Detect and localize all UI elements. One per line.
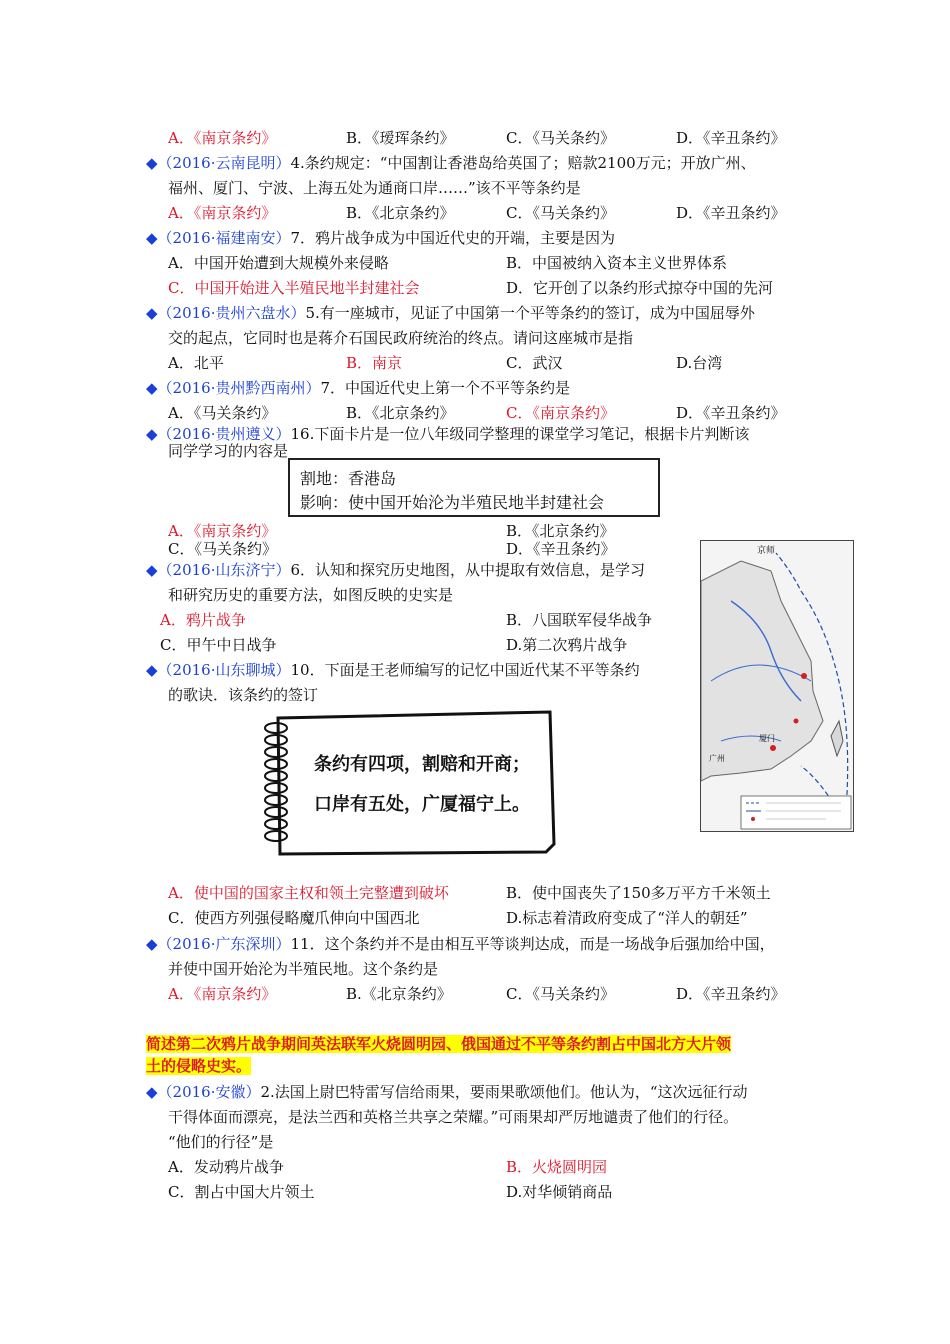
q6-line2: 和研究历史的重要方法，如图反映的史实是 bbox=[168, 586, 454, 604]
q3-option-c: C．武汉 bbox=[506, 354, 563, 372]
map-label-capital: 京师 bbox=[757, 546, 776, 556]
q9-source: （2016·安徽） bbox=[157, 1083, 261, 1101]
q7-stem bbox=[146, 660, 640, 680]
q8-option-a: A．《南京条约》 bbox=[168, 985, 277, 1003]
q7-option-b: B．使中国丧失了150多万平方千米领土 bbox=[506, 884, 771, 902]
bullet-icon: ◆ bbox=[146, 935, 158, 953]
notebook-line2: 口岸有五处，广厦福宁上。 bbox=[314, 794, 530, 815]
q9-line3: “他们的行径”是 bbox=[168, 1133, 274, 1151]
q1-source: （2016·云南昆明） bbox=[157, 154, 291, 172]
q7-option-c: C．使西方列强侵略魔爪伸向中国西北 bbox=[168, 909, 420, 927]
q0-option-d: D．《辛丑条约》 bbox=[676, 129, 786, 147]
q2-line1: 7．鸦片战争成为中国近代史的开端，主要是因为 bbox=[290, 229, 616, 247]
q3-stem bbox=[146, 303, 755, 323]
q2-stem bbox=[146, 228, 615, 248]
section-heading-line2 bbox=[146, 1055, 251, 1077]
q4-source: （2016·贵州黔西南州） bbox=[157, 379, 321, 397]
q8-line1: 11．这个条约并不是由相互平等谈判达成，而是一场战争后强加给中国， bbox=[290, 935, 775, 953]
q4-option-d: D．《辛丑条约》 bbox=[676, 404, 786, 422]
q9-line1: 2.法国上尉巴特雷写信给雨果，要雨果歌颂他们。他认为，“这次远征行动 bbox=[260, 1083, 748, 1101]
q9-option-c: C．割占中国大片领土 bbox=[168, 1183, 315, 1201]
bullet-icon: ◆ bbox=[146, 561, 158, 579]
map-label-xiamen: 厦门 bbox=[759, 734, 775, 743]
q7-option-d: D.标志着清政府变成了“洋人的朝廷” bbox=[506, 909, 748, 927]
q3-line2: 交的起点，它同时也是蒋介石国民政府统治的终点。请问这座城市是指 bbox=[168, 329, 634, 347]
card-line2: 影响：使中国开始沦为半殖民地半封建社会 bbox=[300, 493, 605, 512]
q7-line2: 的歌诀．该条约的签订 bbox=[168, 686, 319, 704]
bullet-icon: ◆ bbox=[146, 304, 158, 322]
map-label-guangzhou: 广州 bbox=[709, 754, 725, 763]
q0-option-a: A．《南京条约》 bbox=[168, 129, 277, 147]
q4-stem bbox=[146, 378, 570, 398]
q6-option-c: C．甲午中日战争 bbox=[160, 636, 277, 654]
bullet-icon: ◆ bbox=[146, 1083, 158, 1101]
q5-line1: 16.下面卡片是一位八年级同学整理的课堂学习笔记，根据卡片判断该 bbox=[290, 425, 750, 443]
notebook-line1: 条约有四项，割赔和开商； bbox=[314, 754, 530, 775]
q8-option-d: D．《辛丑条约》 bbox=[676, 985, 786, 1003]
q1-line1: 4.条约规定：“中国割让香港岛给英国了；赔款2100万元；开放广州、 bbox=[290, 154, 756, 172]
q2-option-d: D．它开创了以条约形式掠夺中国的先河 bbox=[506, 279, 774, 297]
q5-option-d: D．《辛丑条约》 bbox=[506, 540, 616, 558]
q1-line2: 福州、厦门、宁波、上海五处为通商口岸……”该不平等条约是 bbox=[168, 179, 581, 197]
q1-stem bbox=[146, 153, 756, 173]
q7-option-a: A．使中国的国家主权和领土完整遭到破坏 bbox=[168, 884, 449, 902]
q1-option-b: B．《北京条约》 bbox=[346, 204, 455, 222]
q3-option-a: A．北平 bbox=[168, 354, 224, 372]
q9-option-a: A．发动鸦片战争 bbox=[168, 1158, 284, 1176]
q3-line1: 5.有一座城市，见证了中国第一个平等条约的签订，成为中国屈辱外 bbox=[305, 304, 755, 322]
q6-option-b: B．八国联军侵华战争 bbox=[506, 611, 653, 629]
historical-map bbox=[700, 540, 854, 832]
q7-line1: 10．下面是王老师编写的记忆中国近代某不平等条约 bbox=[290, 661, 640, 679]
q8-line2: 并使中国开始沦为半殖民地。这个条约是 bbox=[168, 960, 439, 978]
bullet-icon: ◆ bbox=[146, 229, 158, 247]
q6-stem bbox=[146, 560, 645, 580]
q0-option-c: C．《马关条约》 bbox=[506, 129, 615, 147]
q8-option-b: B.《北京条约》 bbox=[346, 985, 452, 1003]
q9-stem bbox=[146, 1082, 747, 1102]
q4-option-c: C．《南京条约》 bbox=[506, 404, 615, 422]
note-card bbox=[288, 458, 660, 517]
heading-text1: 简述第二次鸦片战争期间英法联军火烧圆明园、俄国通过不平等条约割占中国北方大片领 bbox=[146, 1035, 732, 1053]
q5-source: （2016·贵州遵义） bbox=[157, 425, 291, 443]
q2-source: （2016·福建南安） bbox=[157, 229, 291, 247]
q4-option-a: A．《马关条约》 bbox=[168, 404, 277, 422]
q6-line1: 6．认知和探究历史地图，从中提取有效信息，是学习 bbox=[290, 561, 646, 579]
q9-option-d: D.对华倾销商品 bbox=[506, 1183, 613, 1201]
q3-option-b: B．南京 bbox=[346, 354, 403, 372]
q0-option-b: B．《瑷珲条约》 bbox=[346, 129, 455, 147]
map-graphic bbox=[701, 541, 853, 831]
q5-line2: 同学学习的内容是 bbox=[168, 442, 289, 460]
q2-option-b: B．中国被纳入资本主义世界体系 bbox=[506, 254, 728, 272]
q5-option-c: C．《马关条约》 bbox=[168, 540, 277, 558]
notebook-card bbox=[258, 706, 558, 858]
q9-option-b: B．火烧圆明园 bbox=[506, 1158, 608, 1176]
q4-option-b: B．《北京条约》 bbox=[346, 404, 455, 422]
q4-line1: 7．中国近代史上第一个不平等条约是 bbox=[320, 379, 571, 397]
q5-option-b: B．《北京条约》 bbox=[506, 522, 615, 540]
q2-option-a: A．中国开始遭到大规模外来侵略 bbox=[168, 254, 389, 272]
card-line1: 割地：香港岛 bbox=[300, 469, 397, 488]
q6-option-a: A．鸦片战争 bbox=[160, 611, 246, 629]
q8-stem bbox=[146, 934, 775, 954]
q1-option-d: D．《辛丑条约》 bbox=[676, 204, 786, 222]
q8-source: （2016·广东深圳） bbox=[157, 935, 291, 953]
notebook-graphic bbox=[258, 706, 558, 858]
bullet-icon: ◆ bbox=[146, 154, 158, 172]
q6-source: （2016·山东济宁） bbox=[157, 561, 291, 579]
q3-option-d: D.台湾 bbox=[676, 354, 723, 372]
section-heading-line1 bbox=[146, 1033, 731, 1055]
q9-line2: 干得体面而漂亮，是法兰西和英格兰共享之荣耀。”可雨果却严厉地谴责了他们的行径。 bbox=[168, 1108, 739, 1126]
q6-option-d: D.第二次鸦片战争 bbox=[506, 636, 628, 654]
q2-option-c: C．中国开始进入半殖民地半封建社会 bbox=[168, 279, 420, 297]
bullet-icon: ◆ bbox=[146, 661, 158, 679]
q8-option-c: C．《马关条约》 bbox=[506, 985, 615, 1003]
bullet-icon: ◆ bbox=[146, 425, 158, 443]
q1-option-a: A．《南京条约》 bbox=[168, 204, 277, 222]
q5-option-a: A．《南京条约》 bbox=[168, 522, 277, 540]
q1-option-c: C．《马关条约》 bbox=[506, 204, 615, 222]
q7-source: （2016·山东聊城） bbox=[157, 661, 291, 679]
q3-source: （2016·贵州六盘水） bbox=[157, 304, 306, 322]
bullet-icon: ◆ bbox=[146, 379, 158, 397]
heading-text2: 土的侵略史实。 bbox=[146, 1057, 252, 1075]
